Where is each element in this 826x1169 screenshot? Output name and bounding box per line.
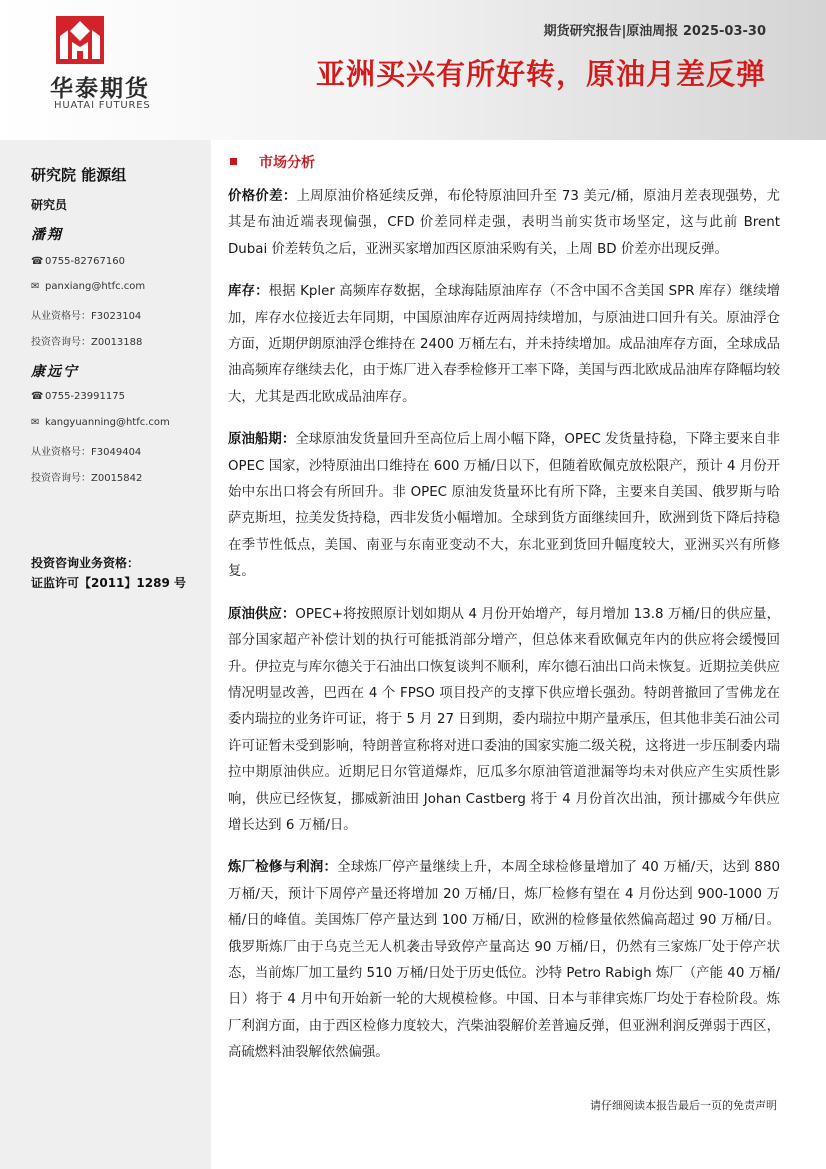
analyst-email[interactable] — [31, 281, 145, 292]
qualification-number: 从业资格号：F3023104 — [31, 311, 142, 322]
paragraph-text: 全球炼厂停产量继续上升，本周全球检修量增加了 40 万桶/天，达到 880 万桶/天，预计下周停产量还将增加 20 万桶/日，炼厂检修有望在 4 月份达到 900-1000 万桶/日的峰值。美国炼厂停产量达到 100 万桶/日，欧洲的检修量依然偏高超过 90 万桶/日。俄罗斯炼厂由于乌克兰无人机袭击导致停产量高达 90 万桶/日，仍然有三家炼厂处于停产状态，当前炼厂加工量约 510 万桶/日处于历史低位。沙特 Petro Rabigh 炼厂（产能 40 万桶/日）将于 4 月中旬开始新一轮的大规模检修。中国、日本与菲律宾炼厂均处于春检阶段。炼厂利润方面，由于西区检修力度较大，汽柴油裂解价差普遍反弹，但亚洲利润反弹弱于西区，高硫燃料油裂解依然偏强。 — [228, 860, 780, 1061]
phone-icon: ☎ — [31, 391, 44, 402]
phone-number: 0755-23991175 — [45, 391, 125, 402]
department-title: 研究院 能源组 — [31, 166, 127, 184]
paragraph-text: 上周原油价格延续反弹，布伦特原油回升至 73 美元/桶，原油月差表现强势，尤其是布油近端表现偏强，CFD 价差同样走强，表明当前实货市场坚定，这与此前 Brent Dubai 价差转负之后，亚洲买家增加西区原油采购有关，上周 BD 价差亦出现反弹。 — [228, 189, 781, 257]
analyst-phone — [31, 256, 125, 267]
paragraph-label: 炼厂检修与利润： — [228, 860, 338, 876]
report-meta: 期货研究报告|原油周报 2025-03-30 — [543, 24, 766, 39]
disclaimer-note: 请仔细阅读本报告最后一页的免责声明 — [590, 1099, 777, 1112]
analyst-name: 潘翔 — [31, 227, 63, 243]
analysis-paragraph — [228, 184, 780, 263]
investment-consulting-number: 投资咨询号：Z0015842 — [31, 473, 143, 484]
sidebar — [0, 140, 211, 1169]
paragraph-label: 库存： — [228, 284, 269, 300]
analysis-paragraph — [228, 279, 780, 411]
analyst-phone — [31, 391, 125, 402]
phone-number: 0755-82767160 — [45, 256, 125, 267]
mail-icon: ✉ — [31, 281, 40, 292]
phone-icon: ☎ — [31, 256, 44, 267]
section-heading — [230, 152, 315, 172]
analysis-paragraph — [228, 427, 780, 585]
license-label: 投资咨询业务资格： — [31, 556, 140, 570]
paragraph-label: 原油供应： — [228, 606, 296, 622]
market-analysis-body — [228, 184, 780, 1083]
email-address[interactable]: panxiang@htfc.com — [45, 281, 146, 292]
huatai-logo-icon — [56, 16, 104, 64]
paragraph-label: 原油船期： — [228, 432, 296, 448]
analyst-name: 康远宁 — [31, 364, 79, 380]
role-label: 研究员 — [31, 198, 68, 212]
logo-english-name: HUATAI FUTURES — [54, 100, 151, 111]
paragraph-text: 全球原油发货量回升至高位后上周小幅下降，OPEC 发货量持稳，下降主要来自非 OPEC 国家，沙特原油出口维持在 600 万桶/日以下，但随着欧佩克放松限产，预计 4 月份开始中东出口将会有所回升。非 OPEC 原油发货量环比有所下降，主要来自美国、俄罗斯与哈萨克斯坦，拉美发货持稳，西非发货小幅增加。全球到货方面继续回升，欧洲到货下降后持稳在季节性低点，美国、南亚与东南亚变动不大，东北亚到货回升幅度较大，亚洲买兴有所修复。 — [228, 432, 780, 580]
logo-chinese-name: 华泰期货 — [50, 76, 150, 102]
investment-consulting-number: 投资咨询号：Z0013188 — [31, 337, 143, 348]
analyst-email[interactable] — [31, 417, 170, 428]
paragraph-text: 根据 Kpler 高频库存数据，全球海陆原油库存（不含中国不含美国 SPR 库存）继续增加，库存水位接近去年同期，中国原油库存近两周持续增加，与原油进口回升有关。原油浮仓方面，近期伊朗原油浮仓维持在 2400 万桶左右，并未持续增加。成品油库存方面，全球成品油高频库存继续去化，由于炼厂进入春季检修开工率下降，美国与西北欧成品油库存降幅均较大，尤其是西北欧成品油库存。 — [228, 284, 780, 405]
paragraph-text: OPEC+将按照原计划如期从 4 月份开始增产，每月增加 13.8 万桶/日的供应量，部分国家超产补偿计划的执行可能抵消部分增产，但总体来看欧佩克年内的供应将会缓慢回升。伊拉克与库尔德关于石油出口恢复谈判不顺利，库尔德石油出口尚未恢复。近期拉美供应情况明显改善，巴西在 4 个 FPSO 项目投产的支撑下供应增长强劲。特朗普撤回了雪佛龙在委内瑞拉的业务许可证，将于 5 月 27 日到期，委内瑞拉中期产量承压，但其他非美石油公司许可证暂未受到影响，特朗普宣称将对进口委油的国家实施二级关税，这将进一步压制委内瑞拉中期原油供应。近期尼日尔管道爆炸，厄瓜多尔原油管道泄漏等均未对供应产生实质性影响，供应已经恢复，挪威新油田 Johan Castberg 将于 4 月份首次出油，预计挪威今年供应增长达到 6 万桶/日。 — [228, 606, 781, 833]
section-title: 市场分析 — [259, 155, 315, 171]
email-address[interactable]: kangyuanning@htfc.com — [45, 417, 170, 428]
report-title: 亚洲买兴有所好转，原油月差反弹 — [315, 57, 766, 91]
bullet-square-icon — [230, 158, 237, 165]
qualification-number: 从业资格号：F3049404 — [31, 447, 142, 458]
company-logo — [48, 16, 151, 116]
mail-icon: ✉ — [31, 417, 40, 428]
analysis-paragraph — [228, 602, 780, 840]
analysis-paragraph — [228, 855, 780, 1066]
paragraph-label: 价格价差： — [228, 189, 297, 204]
license-number: 证监许可【2011】1289 号 — [31, 576, 186, 590]
report-header — [0, 0, 826, 140]
